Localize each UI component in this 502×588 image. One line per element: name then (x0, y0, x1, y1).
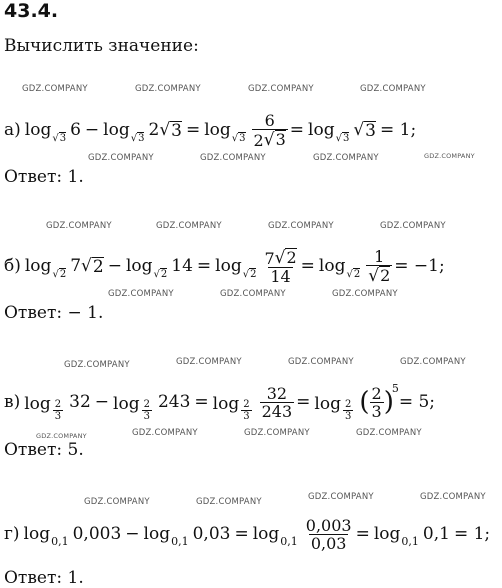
log-expression: log $_{√ 2}$ (125, 256, 168, 280)
fraction: 7 √ 2 14 (264, 247, 297, 286)
watermark: GDZ.COMPANY (196, 497, 262, 507)
equals-sign: = (289, 120, 305, 140)
log-expression: log $\frac{2}{3}$ (113, 393, 150, 422)
watermark: GDZ.COMPANY (88, 153, 154, 163)
equation-d (4, 512, 494, 556)
watermark: GDZ.COMPANY (46, 221, 112, 231)
watermark: GDZ.COMPANY (64, 360, 130, 370)
watermark: GDZ.COMPANY (244, 428, 310, 438)
equals-sign: = (185, 120, 201, 140)
watermark: GDZ.COMPANY (424, 152, 475, 160)
equation-a (4, 110, 420, 150)
log-expression: log $_{√ 3}$ (103, 120, 145, 144)
item-label-a: а) (4, 120, 21, 140)
watermark: GDZ.COMPANY (248, 84, 314, 94)
watermark: GDZ.COMPANY (176, 357, 242, 367)
equals-sign: = (194, 392, 209, 412)
item-label-b: б) (4, 256, 21, 276)
watermark: GDZ.COMPANY (288, 357, 354, 367)
answer-b: Ответ: − 1. (4, 303, 104, 323)
equals-sign: = (355, 524, 370, 544)
log-expression: log $_{√ 2}$ (24, 256, 67, 280)
log-expression: log $_{√ 2}$ (318, 256, 361, 280)
log-argument: 0,1 (422, 524, 450, 544)
log-argument: 6 (70, 120, 81, 140)
log-expression: log $_{√ 3}$ (24, 120, 67, 144)
result: = −1; (394, 256, 445, 276)
answer-c: Ответ: 5. (4, 440, 84, 460)
watermark: GDZ.COMPANY (22, 84, 88, 94)
equation-c (4, 378, 439, 426)
watermark: GDZ.COMPANY (220, 289, 286, 299)
log-argument: 7 √ 2 (70, 256, 104, 277)
result: = 1; (453, 524, 491, 544)
power-expression: ( $\frac{2}{3}$ ) 5 (359, 381, 399, 421)
watermark: GDZ.COMPANY (332, 289, 398, 299)
fraction: $\frac{0,003}{0,03}$ (305, 515, 352, 553)
log-argument: 32 (69, 392, 91, 412)
log-argument: √ 3 (353, 120, 376, 141)
watermark: GDZ.COMPANY (308, 492, 374, 502)
watermark: GDZ.COMPANY (356, 428, 422, 438)
equals-sign: = (300, 256, 315, 276)
log-argument: 14 (171, 256, 193, 276)
result: = 1; (380, 120, 417, 140)
answer-d: Ответ: 1. (4, 568, 84, 588)
item-label-c: в) (4, 392, 21, 412)
watermark: GDZ.COMPANY (108, 289, 174, 299)
equation-b (4, 244, 449, 288)
log-expression: log $_{0,1}$ (373, 524, 419, 548)
minus-sign: − (107, 256, 122, 276)
item-label-d: г) (4, 524, 20, 544)
minus-sign: − (84, 120, 100, 140)
equals-sign: = (296, 392, 311, 412)
log-expression: log $_{0,1}$ (143, 524, 189, 548)
watermark: GDZ.COMPANY (135, 84, 201, 94)
watermark: GDZ.COMPANY (156, 221, 222, 231)
log-argument: 0,003 (72, 524, 122, 544)
log-expression: log $\frac{2}{3}$ (24, 393, 62, 422)
equals-sign: = (234, 524, 249, 544)
minus-sign: − (125, 524, 140, 544)
log-expression: log $_{0,1}$ (23, 524, 69, 548)
fraction: $\frac{32}{243}$ (261, 383, 293, 421)
watermark: GDZ.COMPANY (268, 221, 334, 231)
log-argument: 0,03 (192, 524, 231, 544)
minus-sign: − (94, 392, 110, 412)
watermark: GDZ.COMPANY (380, 221, 446, 231)
log-expression: log $\frac{2}{3}$ (212, 393, 250, 422)
watermark: GDZ.COMPANY (36, 432, 87, 440)
watermark: GDZ.COMPANY (420, 492, 486, 502)
log-argument: 243 (157, 392, 191, 412)
watermark: GDZ.COMPANY (360, 84, 426, 94)
answer-a: Ответ: 1. (4, 167, 84, 187)
log-expression: log $\frac{2}{3}$ (314, 393, 352, 422)
watermark: GDZ.COMPANY (132, 428, 198, 438)
watermark: GDZ.COMPANY (84, 497, 150, 507)
result: = 5; (398, 392, 436, 412)
fraction: 1 √ 2 (368, 246, 391, 286)
equals-sign: = (196, 256, 212, 276)
log-expression: log $_{√ 3}$ (308, 120, 350, 144)
problem-number: 43.4. (4, 0, 59, 22)
fraction: 6 2 √ 3 (253, 110, 286, 150)
watermark: GDZ.COMPANY (400, 357, 466, 367)
log-argument: 2 √ 3 (148, 120, 182, 141)
task-statement: Вычислить значение: (4, 36, 199, 56)
watermark: GDZ.COMPANY (313, 153, 379, 163)
watermark: GDZ.COMPANY (200, 153, 266, 163)
log-expression: log $_{0,1}$ (252, 524, 298, 548)
log-expression: log $_{√ 3}$ (204, 120, 246, 144)
log-expression: log $_{√ 2}$ (215, 256, 257, 280)
